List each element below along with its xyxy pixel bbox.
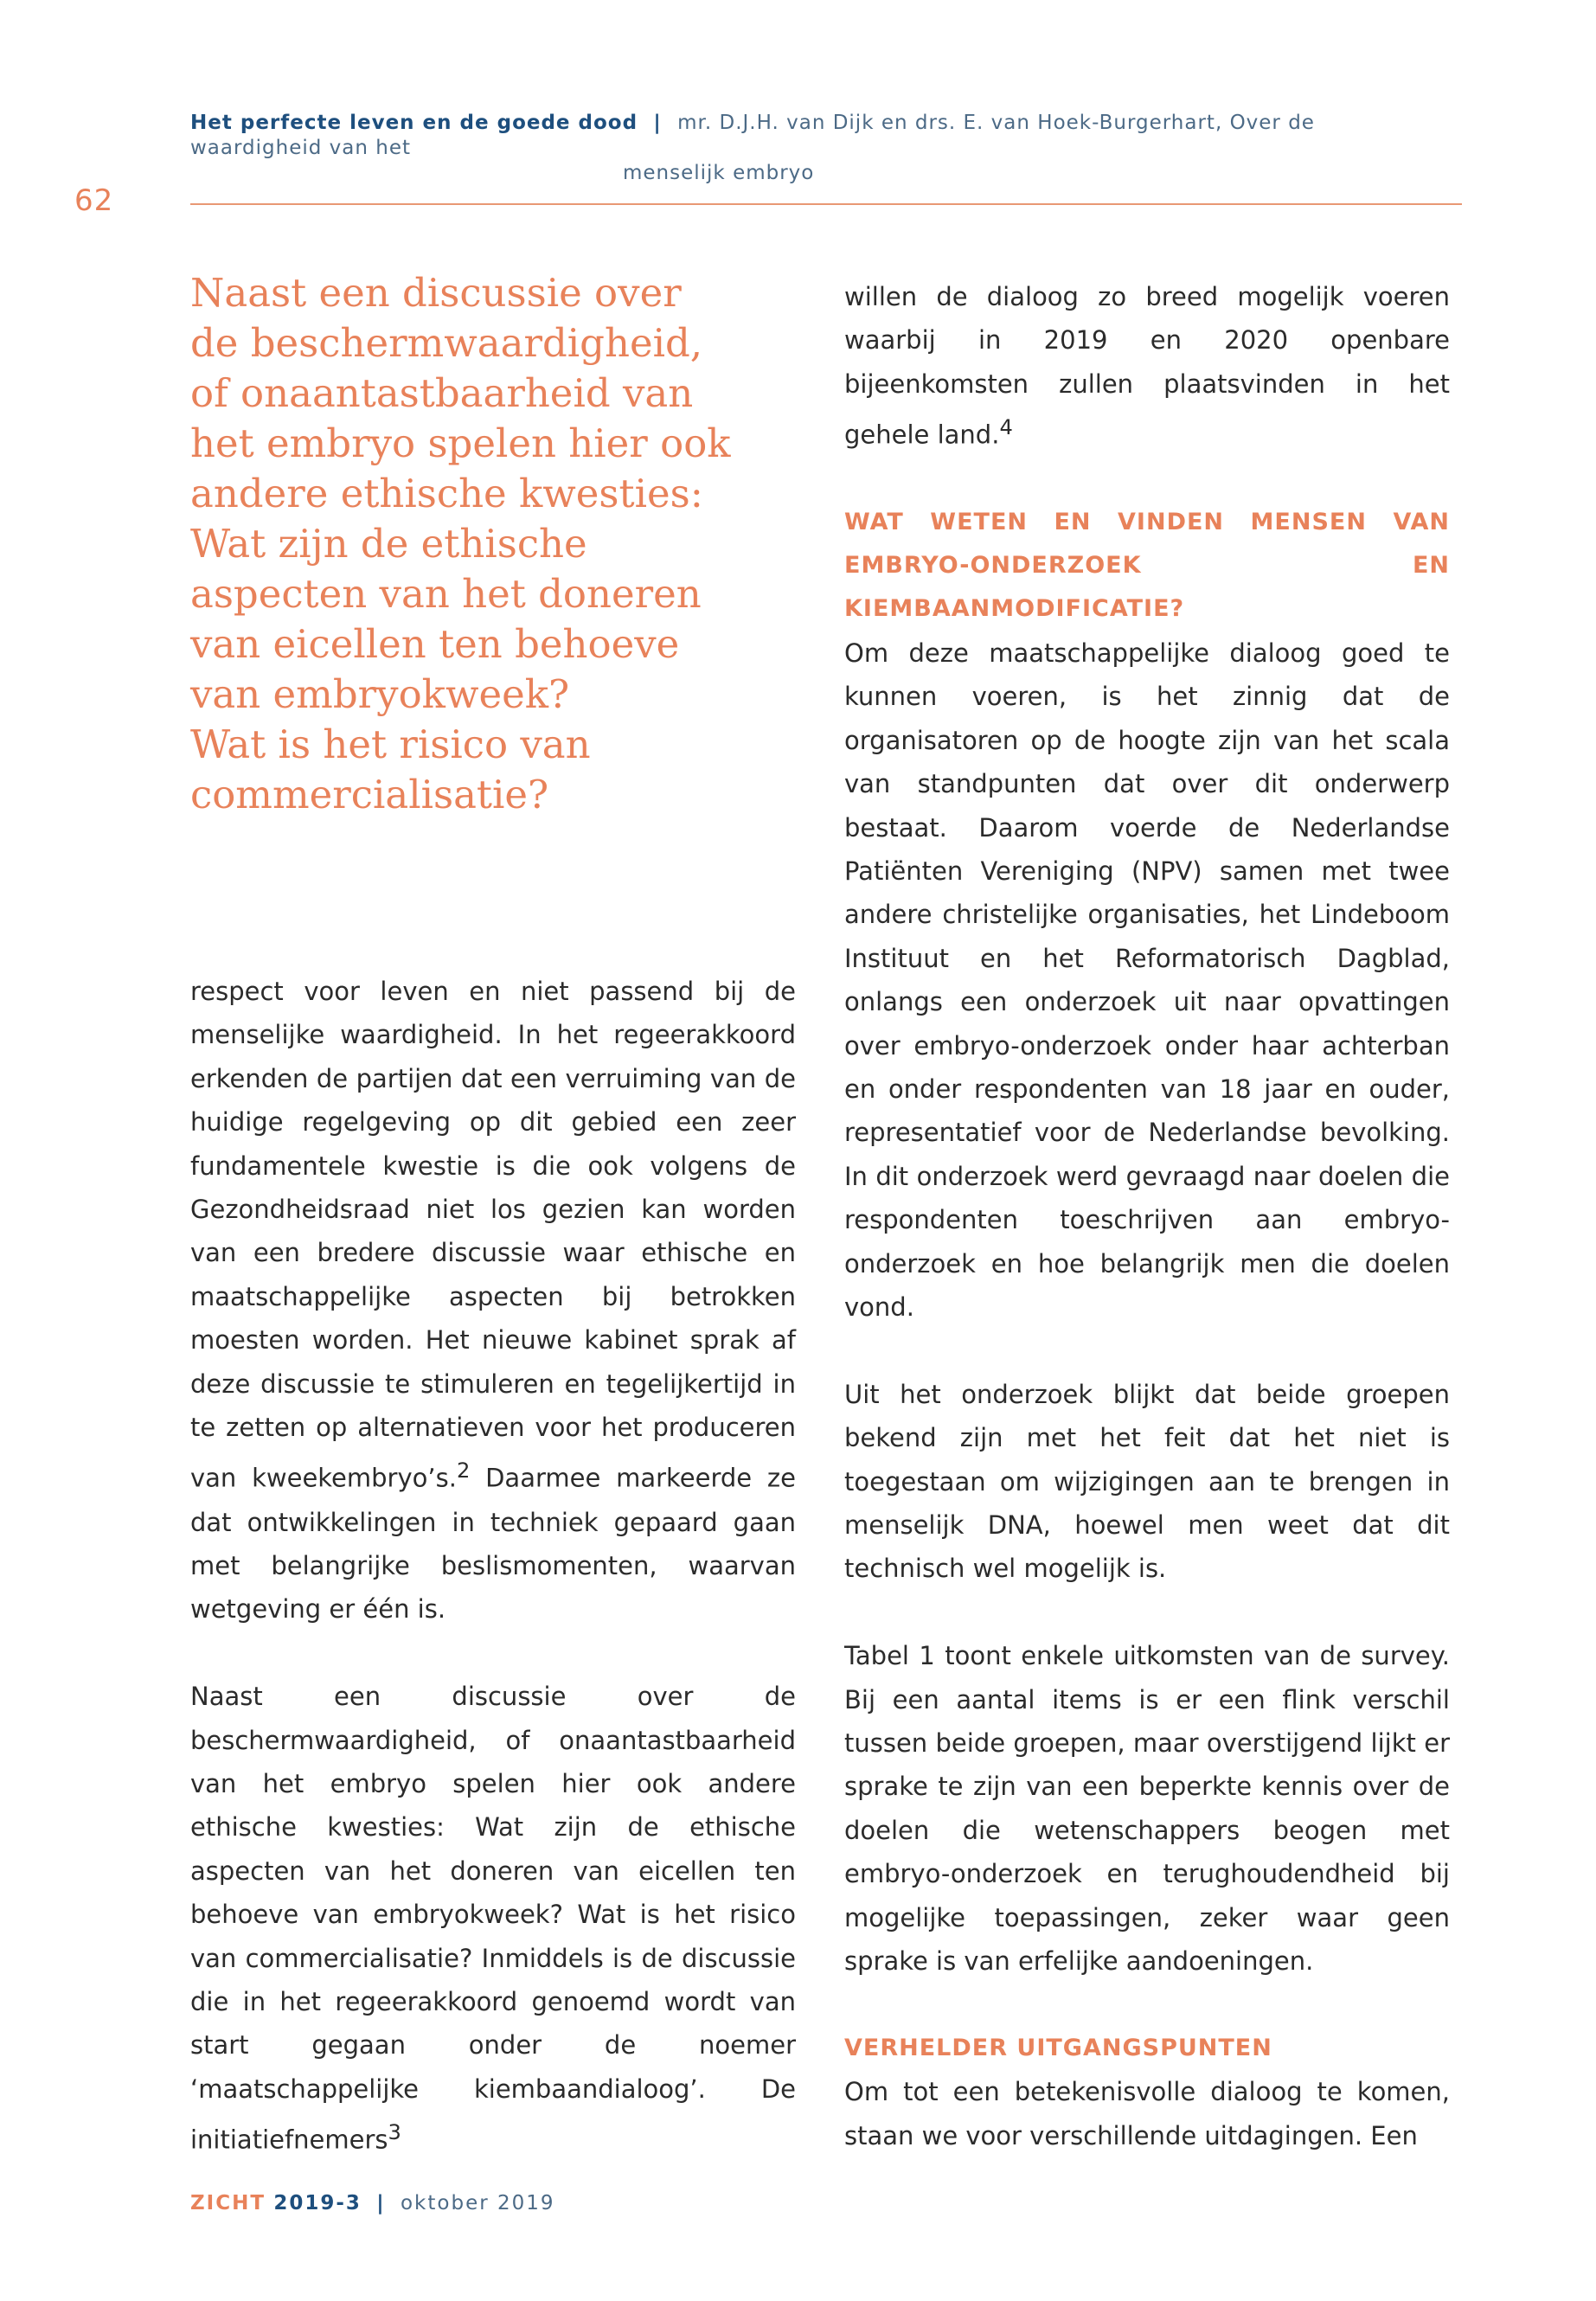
- paragraph-gap: [190, 1631, 796, 1675]
- pull-quote-line: van embryokweek?: [190, 671, 570, 717]
- section-heading: WAT WETEN EN VINDEN MENSEN VAN EMBRYO-ONDERZOEK EN KIEMBAANMODIFICATIE?: [844, 508, 1450, 623]
- footnote-ref: 4: [999, 415, 1013, 440]
- body-paragraph: [844, 275, 1450, 457]
- body-paragraph: [190, 970, 796, 1631]
- issue-date: oktober 2019: [400, 2192, 555, 2214]
- body-paragraph: Om tot een betekenisvolle dialoog te komen, staan we voor verschillende uitdagingen. Een: [844, 2077, 1450, 2150]
- page-number: 62: [74, 183, 114, 218]
- pull-quote-line: het embryo spelen hier ook: [190, 420, 731, 466]
- pull-quote-line: van eicellen ten behoeve: [190, 621, 680, 667]
- footer-separator: |: [376, 2192, 386, 2214]
- pull-quote-line: aspecten van het doneren: [190, 571, 702, 617]
- pull-quote-line: Wat zijn de ethische: [190, 521, 587, 567]
- pull-quote-line: Naast een discussie over: [190, 270, 682, 316]
- paragraph-text: Daarmee markeerde ze dat ontwikkelingen in techniek gepaard gaan met belangrijke beslismomenten, waarvan wetgeving er één is.: [190, 1464, 796, 1625]
- pull-quote-line: Wat is het risico van: [190, 721, 591, 767]
- paragraph-gap: [844, 1591, 1450, 1634]
- header-authors-continued: menselijk embryo: [623, 162, 815, 184]
- paragraph-text: respect voor leven en niet passend bij de menselijke waardigheid. In het regeerakkoord erkenden de partijen dat een verruiming van de huidige regelgeving op dit gebied een zeer fundamentele kwestie is die ook volgens de Gezondheidsraad niet los gezien kan worden van een bredere discussie waar ethische en maatschappelijke aspecten bij betrokken moesten worden. Het nieuwe kabinet sprak af deze discussie te stimuleren en tegelijkertijd in te zetten op alternatieven voor het produceren van kweekembryo’s.: [190, 977, 796, 1494]
- page-footer: [190, 2192, 555, 2214]
- paragraph-gap: [844, 1983, 1450, 2026]
- section-heading: VERHELDER UITGANGSPUNTEN: [844, 2034, 1272, 2061]
- pull-quote-line: andere ethische kwesties:: [190, 471, 703, 516]
- journal-title: Het perfecte leven en de goede dood: [190, 112, 638, 134]
- footnote-ref: 2: [456, 1458, 471, 1484]
- pull-quote-line: of onaantastbaarheid van: [190, 370, 694, 416]
- right-column: [844, 275, 1450, 2157]
- header-separator: |: [653, 112, 662, 134]
- body-paragraph: Om deze maatschappelijke dialoog goed te kunnen voeren, is het zinnig dat de organisatoren op de hoogte zijn van het scala van standpunten dat over dit onderwerp bestaat. Daarom voerde de Nederlandse Patiënten Vereniging (NPV) samen met twee andere christelijke organisaties, het Lindeboom Instituut en het Reformatorisch Dagblad, onlangs een onderzoek uit naar opvattingen over embryo-onderzoek onder haar achterban en onder respondenten van 18 jaar en ouder, representatief voor de Nederlandse bevolking. In dit onderzoek werd gevraagd naar doelen die respondenten toeschrijven aan embryo-onderzoek en hoe belangrijk men die doelen vond.: [844, 638, 1450, 1322]
- issue-number: 2019-3: [273, 2192, 362, 2214]
- header-divider: [190, 203, 1462, 205]
- running-header: [190, 111, 1453, 186]
- paragraph-text: willen de dialoog zo breed mogelijk voeren waarbij in 2019 en 2020 openbare bijeenkomsten zullen plaatsvinden in het gehele land.: [844, 282, 1450, 450]
- pull-quote-line: commercialisatie?: [190, 772, 549, 817]
- header-line-1: [190, 111, 1453, 161]
- footnote-ref: 3: [388, 2120, 401, 2145]
- header-authors: mr. D.J.H. van Dijk en drs. E. van Hoek-Burgerhart, Over de waardigheid van het: [190, 112, 1315, 159]
- paragraph-gap: [844, 457, 1450, 500]
- magazine-name: ZICHT: [190, 2192, 266, 2214]
- pull-quote: [190, 268, 813, 820]
- body-paragraph: Tabel 1 toont enkele uitkomsten van de survey. Bij een aantal items is er een flink verschil tussen beide groepen, maar overstijgend lijkt er sprake te zijn van een beperkte kennis over de doelen die wetenschappers beogen met embryo-onderzoek en terughoudendheid bij mogelijke toepassingen, zeker waar geen sprake is van erfelijke aandoeningen.: [844, 1641, 1450, 1977]
- pull-quote-line: de beschermwaardigheid,: [190, 320, 703, 366]
- left-column: [190, 970, 796, 2162]
- body-paragraph: Uit het onderzoek blijkt dat beide groepen bekend zijn met het feit dat het niet is toegestaan om wijzigingen aan te brengen in menselijk DNA, hoewel men weet dat dit technisch wel mogelijk is.: [844, 1379, 1450, 1584]
- paragraph-text: Naast een discussie over de beschermwaardigheid, of onaantastbaarheid van het embryo spelen hier ook andere ethische kwesties: Wat zijn de ethische aspecten van het doneren van eicellen ten behoeve van embryokweek? Wat is het risico van commercialisatie? Inmiddels is de discussie die in het regeerakkoord genoemd wordt van start gegaan onder de noemer ‘maatschappelijke kiembaandialoog’. De initiatiefnemers: [190, 1682, 796, 2155]
- body-paragraph: [190, 1675, 796, 2162]
- paragraph-gap: [844, 1329, 1450, 1372]
